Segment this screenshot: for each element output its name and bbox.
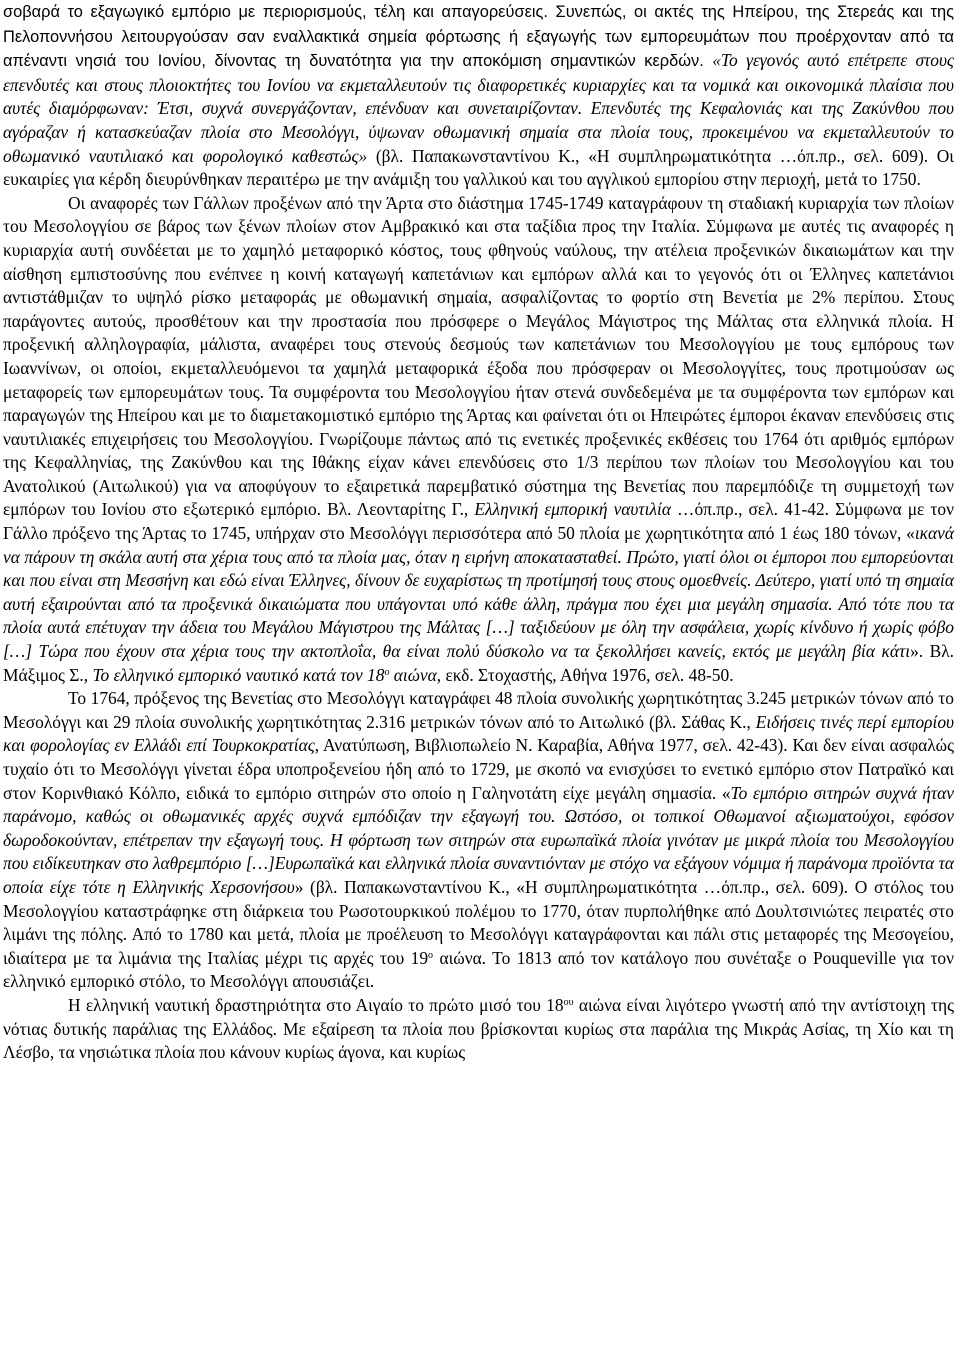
paragraph-3: [3, 687, 954, 994]
paragraph-1-lead: σοβαρά το εξαγωγικό εμπόριο με περιορισμούς, τέλη και απαγορεύσεις. Συνεπώς, οι ακτές της Ηπείρου, της Στερεάς και της Πελοποννήσου λειτουργούσαν σαν εναλλακτικά σημεία φόρτωσης ή εξαγωγής των εμπορευμάτων που προέρχονταν από τα απέναντι νησιά του Ιονίου, δίνοντας τη δυνατότητα για την αποκόμιση σημαντικών κερδών.: [3, 3, 954, 71]
citation-title-leontaritis: Ελληνική εμπορική ναυτιλία: [474, 499, 671, 520]
paragraph-2: [3, 192, 954, 687]
paragraph-3-text-c: » (βλ. Παπακωνσταντίνου Κ., «Η συμπληρωματικότητα …όπ.πρ., σελ. 609). Ο στόλος του Μεσολογγίου καταστράφηκε στη διάρκεια του Ρωσοτουρκικού πολέμου το 1770, όταν πυρπολήθηκε από Δουλτσινιώτες πειρατές στο λιμάνι της πόλης. Από το 1780 και μετά, πλοία με προέλευση το Μεσολόγγι καταγράφονται και πάλι στις μεταφορές της Μεσογείου, ιδιαίτερα με τα λιμάνια της Ιταλίας μέχρι τις αρχές του 19: [3, 876, 954, 968]
quote-consul-arta: ικανά να πάρουν τη σκάλα αυτή στα χέρια τους από τα πλοία μας, όταν η ειρήνη αποκατασταθεί. Πρώτο, γιατί όλοι οι έμποροι που εμπορεύονται και που είναι στη Μεσσήνη και εδώ είναι Έλληνες, δίνουν δε ευχαρίστως τη προτίμησή τους στους ομοεθνείς. Δεύτερο, γιατί υπό τη σημαία αυτή εξαιρούνται από τα προξενικά δικαιώματα που υπάγονται υπό κάθε άλλη, πράγμα που έχει μια μεγάλη σημασία. Από τότε που τα πλοία αυτά επέτυχαν την άδεια του Μεγάλου Μάγιστρου της Μάλτας […] ταξιδεύουν με όλη την ασφάλεια, χωρίς κίνδυνο ή χωρίς φόβο […] Τώρα που έχουν στα χέρια τους την ακτοπλοΐα, θα είναι πολύ δύσκολο να τα ξεκολλήσει κανείς, εκτός με μεγάλη βία κάτι: [3, 523, 954, 662]
paragraph-4: [3, 994, 954, 1065]
superscript-ou: ου: [563, 996, 574, 1008]
citation-title-maximos-a: Το ελληνικό εμπορικό ναυτικό κατά τον 18: [92, 664, 385, 685]
paragraph-3-text-d: αιώνα. Το 1813 από τον κατάλογο που συνέταξε ο Pouqueville για τον ελληνικό εμπορικό στόλο, το Μεσολόγγι απουσιάζει.: [3, 947, 954, 992]
citation-title-maximos: [92, 665, 436, 685]
paragraph-4-text-b: αιώνα είναι λιγότερο γνωστή από την αντίστοιχη της νότιας δυτικής παράλιας της Ελλάδος. Με εξαίρεση τα πλοία που βρίσκονται κυρίως στα παράλια της Μικράς Ασίας, τη Χίο και τη Λέσβο, τα νησιώτικα πλοία που κάνουν κυρίως άγονα, και κυρίως: [3, 994, 955, 1063]
citation-papakonstantinou: (βλ. Παπακωνσταντίνου Κ., «Η συμπληρωματικότητα …όπ.πρ., σελ. 609). Οι ευκαιρίες για κέρδη διευρύνθηκαν περαιτέρω με την ανάμιξη του γαλλικού και του αγγλικού εμπορίου στην περιοχή, μετά το 1750.: [3, 145, 954, 190]
paragraph-2-text-a: Οι αναφορές των Γάλλων προξένων από την Άρτα στο διάστημα 1745-1749 καταγράφουν τη σταδιακή κυριαρχία των πλοίων του Μεσολογγίου σε βάρος των ξένων πλοίων στον Αμβρακικό και στα ταξίδια προς την Ιταλία. Σύμφωνα με αυτές τις αναφορές η κυριαρχία αυτή συνδέεται με το χαμηλό μεταφορικό κόστος, τους φθηνούς ναύλους, την ατέλεια προξενικών δικαιωμάτων και την αίσθηση εμπιστοσύνης που ενέπνεε η κοινή καταγωγή καπετάνιων και εμπόρων αλλά και το γεγονός ότι οι Έλληνες καπετάνιοι αντιστάθμιζαν το υψηλό ρίσκο μεταφοράς με οθωμανική σημαία, ασφαλίζοντας το φορτίο στη Βενετία με 2% περίπου. Στους παράγοντες αυτούς, προσθέτουν και την προστασία που πρόσφερε ο Μεγάλος Μάγιστρος της Μάλτας στα ελληνικά πλοία. Η προξενική αλληλογραφία, μάλιστα, αναφέρει τους στενούς δεσμούς των καπετάνιων του Μεσολογγίου με τους εμπόρους των Ιωαννίνων, οι οποίοι, εκμεταλλευόμενοι τα χαμηλά μεταφορικά έξοδα που πρόσφεραν οι Μεσολογγίτες, τους προτιμούσαν ως μεταφορείς των εμπορευμάτων τους. Τα συμφέροντα του Μεσολογγίου ήταν στενά συνδεδεμένα με τα συμφέροντα των εμπόρων και παραγωγών της Ηπείρου και με το διαμετακομιστικό εμπόριο της Άρτας και φαίνεται ότι οι Ηπειρώτες έμποροι έκαναν επενδύσεις στις ναυτιλιακές επιχειρήσεις του Μεσολογγίου. Γνωρίζουμε πάντως από τις ενετικές προξενικές εκθέσεις του 1764 ότι αριθμός εμπόρων της Κεφαλληνίας, της Ζακύνθου και της Ιθάκης είχαν κάνει επενδύσεις στο 1/3 περίπου των πλοίων του Μεσολογγίου και του Ανατολικού (Αιτωλικού) για να αποφύγουν το εξαιρετικά παρεμβατικό σύστημα της Βενετίας που παρεμπόδιζε τη συμμετοχή των εμπόρων του Ιονίου στο εξωτερικό εμπόριο. Βλ. Λεονταρίτης Γ.,: [3, 192, 954, 520]
quote-grain-trade: Το εμπόριο σιτηρών συχνά ήταν παράνομο, καθώς οι οθωμανικές αρχές συχνά εμπόδιζαν την εξαγωγή του. Ωστόσο, οι τοπικοί Οθωμανοί αξιωματούχοι, εφόσον δωροδοκούνταν, επέτρεπαν την εξαγωγή τους. Η φόρτωση των σιτηρών στα ευρωπαϊκά πλοία γινόταν με μικρά πλοία του Μεσολογγίου που ειδίκευτηκαν στο λαθρεμπόριο […]Ευρωπαϊκά και ελληνικά πλοία συναντιόνταν με στόχο να εξάγουν νόμιμα ή παράνομα προϊόντα τα οποία είχε τότε η Ελληνικής Χερσονήσου: [3, 782, 954, 897]
paragraph-1: [3, 0, 954, 192]
paragraph-3-text-a: Το 1764, πρόξενος της Βενετίας στο Μεσολόγγι καταγράφει 48 πλοία συνολικής χωρητικότητας 3.245 μετρικών τόνων από το Μεσολόγγι και 29 πλοία συνολικής χωρητικότητας 2.316 μετρικών τόνων από το Αιτωλικό (βλ. Σάθας Κ.,: [3, 688, 954, 732]
paragraph-2-text-b: …όπ.πρ., σελ. 41-42. Σύμφωνα με τον Γάλλο πρόξενο της Άρτας το 1745, υπήρχαν στο Μεσολόγγι περισσότερα από 50 πλοία με χωρητικότητα από 1 έως 180 τόνων, «: [3, 499, 954, 544]
paragraph-4-text-a: Η ελληνική ναυτική δραστηριότητα στο Αιγαίο το πρώτο μισό του 18: [68, 994, 564, 1015]
paragraph-2-text-c: ». Βλ. Μάξιμος Σ.,: [3, 641, 954, 685]
quote-investors: «Το γεγονός αυτό επέτρεπε στους επενδυτές και στους πλοιοκτήτες του Ιονίου να εκμεταλλευτούν τις διαφορετικές κυριαρχίες και τα νομικά και οικονομικά πλαίσια που αυτές διαμόρφωναν: Έτσι, συχνά συνεργάζονταν, επένδυαν και συνεταιρίζονταν. Επενδυτές της Κεφαλονιάς και της Ζακύνθου που αγόραζαν ή κατασκεύαζαν πλοία στο Μεσολόγγι, ύψωναν οθωμανική σημαία στα πλοία τους, προκειμένου να εκμεταλλευτούν το οθωμανικό ναυτιλιακό και φορολογικό καθεστώς»: [3, 50, 954, 166]
citation-title-sathas: Ειδήσεις τινές περί εμπορίου και φορολογίας εν Ελλάδι επί Τουρκοκρατίας: [3, 711, 954, 756]
superscript-o: ο: [384, 666, 390, 678]
paragraph-2-text-d: , εκδ. Στοχαστής, Αθήνα 1976, σελ. 48-50.: [436, 664, 734, 685]
superscript-o-2: ο: [428, 949, 434, 961]
citation-title-maximos-b: αιώνα: [389, 664, 437, 685]
paragraph-3-text-b: , Ανατύπωση, Βιβλιοπωλείο Ν. Καραβία, Αθήνα 1977, σελ. 42-43). Και δεν είναι ασφαλώς τυχαίο ότι το Μεσολόγγι γίνεται έδρα υποπροξενείου ήδη από το 1729, με σκοπό να ενισχύσει το ενετικό εμπόριο στον Πατραϊκό και στον Κορινθιακό Κόλπο, ειδικά το εμπόριο σιτηρών στο οποίο η Γαληνοτάτη είχε μεγάλη σημασία. «: [3, 735, 954, 803]
